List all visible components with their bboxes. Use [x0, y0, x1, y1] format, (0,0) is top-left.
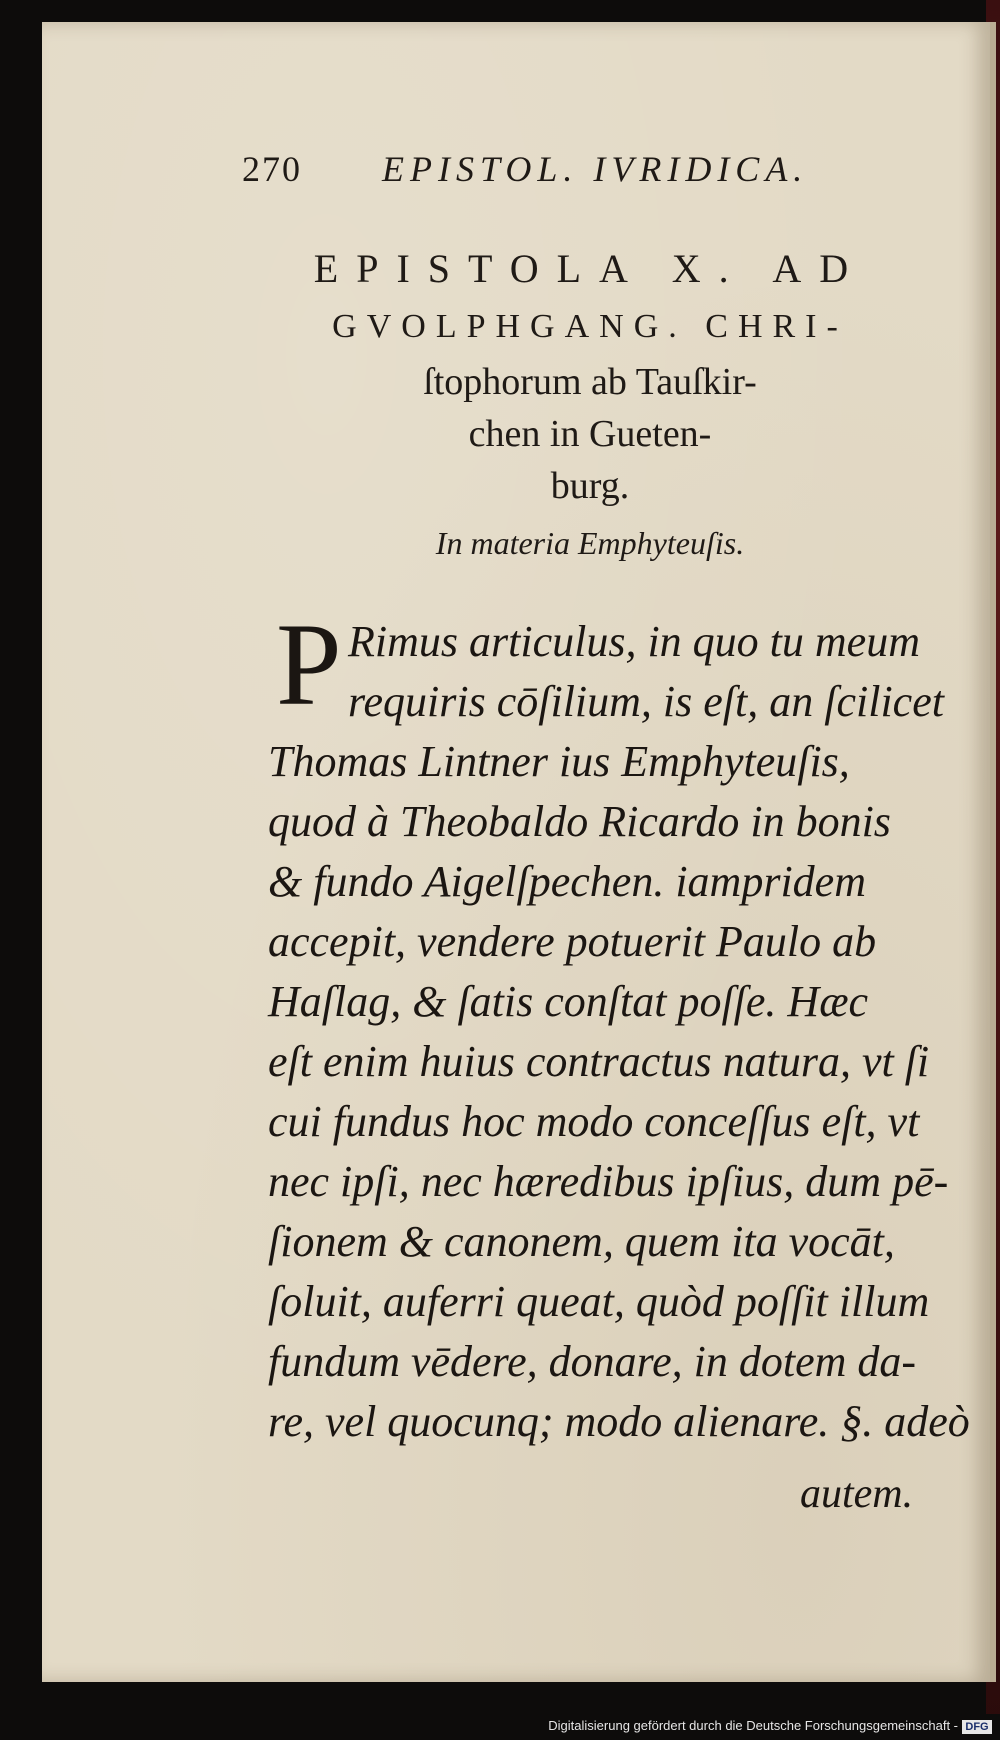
body-line: fundum vēdere, donare, in dotem da-: [268, 1337, 917, 1386]
body-line: nec ipſi, nec hæredibus ipſius, dum pē-: [268, 1157, 949, 1206]
subject-line: In materia Emphyteuſis.: [435, 525, 745, 561]
body-line: cui fundus hoc modo conceſſus eſt, vt: [268, 1097, 920, 1146]
drop-capital: P: [276, 599, 342, 730]
funding-credit: Digitalisierung gefördert durch die Deutsche Forschungsgemeinschaft -: [548, 1718, 958, 1733]
dfg-logo: DFG: [962, 1720, 992, 1734]
digitization-footer: [0, 1714, 1000, 1740]
body-line: Thomas Lintner ius Emphyteuſis,: [268, 737, 850, 786]
body-line: ſoluit, auferri queat, quòd poſſit illum: [268, 1277, 930, 1326]
title-line-5: burg.: [550, 465, 630, 507]
body-line: Rimus articulus, in quo tu meum: [348, 617, 920, 666]
title-line-1: EPISTOLA X. AD: [313, 246, 867, 291]
page-number: 270: [242, 149, 302, 189]
body-line: eſt enim huius contractus natura, vt ſi: [268, 1037, 930, 1086]
body-line: re, vel quocunq; modo alienare. §. adeò: [268, 1397, 970, 1446]
body-line: accepit, vendere potuerit Paulo ab: [268, 917, 877, 966]
body-line: ſionem & canonem, quem ita vocāt,: [268, 1217, 895, 1266]
title-line-2: GVOLPHGANG. CHRI-: [332, 308, 848, 345]
body-line: requiris cōſilium, is eſt, an ſcilicet: [348, 677, 944, 726]
body-line: & fundo Aigelſpechen. iampridem: [268, 857, 866, 906]
body-line: quod à Theobaldo Ricardo in bonis: [268, 797, 891, 846]
running-title: EPISTOL. IVRIDICA.: [382, 149, 809, 189]
body-text: [268, 612, 970, 1452]
body-line: Haſlag, & ſatis conſtat poſſe. Hæc: [268, 977, 869, 1026]
title-line-4: chen in Gueten-: [468, 413, 712, 455]
title-line-3: ſtophorum ab Tauſkir-: [423, 361, 757, 403]
epistle-title: [250, 240, 930, 512]
catchword: autem.: [800, 1471, 914, 1517]
